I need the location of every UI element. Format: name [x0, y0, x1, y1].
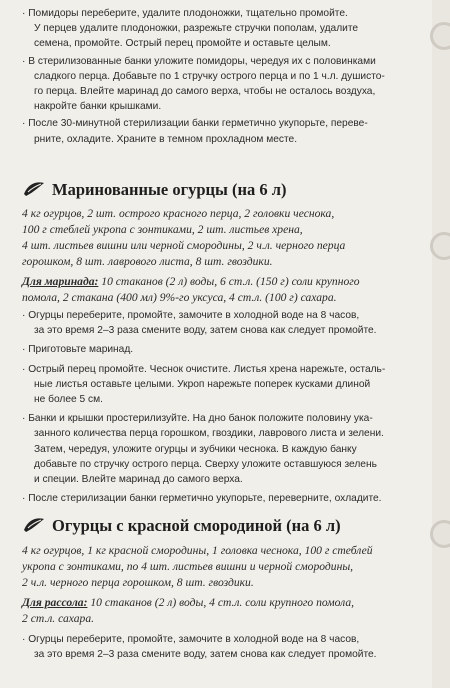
section-title-text: Огурцы с красной смородиной (на 6 л)	[52, 516, 341, 535]
text-line: · Помидоры переберите, удалите плодоножки, тщательно промойте.	[22, 8, 348, 19]
section-title-text: Маринованные огурцы (на 6 л)	[52, 180, 287, 199]
text-line: го перца. Влейте маринад до самого верха, чтобы не осталось воздуха,	[34, 86, 376, 98]
cucumber-icon	[22, 516, 46, 534]
cucumber-icon	[22, 180, 46, 198]
brine-block	[22, 595, 420, 627]
ingredients-line: 4 кг огурцов, 2 шт. острого красного перца, 2 головки чеснока,	[22, 207, 335, 220]
text-line: У перцев удалите плодоножки, разрежьте стручки пополам, удалите	[34, 23, 359, 35]
step-line: не более 5 см.	[34, 394, 103, 406]
marinade-text: помола, 2 стакана (400 мл) 9%-го уксуса, 4 ст.л. (100 г) сахара.	[22, 291, 337, 304]
marinade-label: Для маринада:	[22, 275, 99, 288]
step-line: · Огурцы переберите, промойте, замочите в холодной воде на 8 часов,	[22, 310, 360, 321]
step-line: · Огурцы переберите, промойте, замочите в холодной воде на 8 часов,	[22, 634, 360, 645]
section-title	[22, 180, 287, 200]
section-title	[22, 516, 341, 536]
step-line: занного количества перца горошком, гвоздики, лаврового листа и зелени.	[34, 428, 384, 440]
text-line: рните, охладите. Храните в темном прохладном месте.	[34, 133, 298, 145]
step-line: · После стерилизации банки герметично укупорьте, переверните, охладите.	[22, 493, 382, 505]
ingredients-list	[22, 206, 420, 270]
step-line: ные листья оставьте целыми. Укроп нарежьте поперек кусками длиной	[34, 378, 371, 390]
steps-list	[22, 308, 420, 506]
step-line: за это время 2–3 раза смените воду, затем снова как следует промойте.	[34, 325, 377, 337]
text-line: семена, промойте. Острый перец промойте и оставьте целым.	[34, 38, 331, 50]
text-line: сладкого перца. Добавьте по 1 стручку острого перца и по 1 ч.л. душисто-	[34, 70, 385, 82]
step-line: Затем, чередуя, уложите огурцы и зубчики чеснока. В каждую банку	[34, 443, 357, 455]
step-line: добавьте по стручку острого перца. Сверху уложите оставшуюся зелень	[34, 458, 377, 470]
intro-steps	[22, 6, 420, 147]
ingredients-line: 2 ч.л. черного перца горошком, 8 шт. гвоздики.	[22, 576, 254, 589]
step-line: · Острый перец промойте. Чеснок очистите. Листья хрена нарежьте, осталь-	[22, 363, 386, 375]
page-edge-shadow	[432, 0, 450, 688]
steps-list	[22, 632, 420, 662]
step-line: и специи. Влейте маринад до самого верха.	[34, 474, 243, 486]
brine-text: 2 ст.л. сахара.	[22, 612, 95, 625]
page-edge-mark	[430, 22, 450, 50]
text-line: накройте банки крышками.	[34, 101, 162, 113]
marinade-block	[22, 274, 420, 306]
marinade-text: 10 стаканов (2 л) воды, 6 ст.л. (150 г) соли крупного	[98, 275, 360, 288]
page-edge-mark	[430, 232, 450, 260]
brine-text: 10 стаканов (2 л) воды, 4 ст.л. соли крупного помола,	[87, 596, 355, 609]
ingredients-line: горошком, 8 шт. лаврового листа, 8 шт. гвоздики.	[22, 255, 273, 268]
step-line: за это время 2–3 раза смените воду, затем снова как следует промойте.	[34, 649, 377, 661]
step-line: · Приготовьте маринад.	[22, 344, 134, 356]
page-edge-mark	[430, 520, 450, 548]
ingredients-line: 4 шт. листьев вишни или черной смородины, 2 ч.л. черного перца	[22, 239, 346, 252]
step-line: · Банки и крышки простерилизуйте. На дно банок положите половину ука-	[22, 413, 373, 425]
text-line: · В стерилизованные банки уложите помидоры, чередуя их с половинками	[22, 55, 376, 67]
ingredients-list	[22, 543, 420, 591]
ingredients-line: 100 г стеблей укропа с зонтиками, 2 шт. листьев хрена,	[22, 223, 303, 236]
brine-label: Для рассола:	[22, 596, 88, 609]
text-line: · После 30-минутной стерилизации банки герметично укупорьте, переве-	[22, 118, 368, 130]
ingredients-line: 4 кг огурцов, 1 кг красной смородины, 1 головка чеснока, 100 г стеблей	[22, 544, 373, 557]
ingredients-line: укропа с зонтиками, по 4 шт. листьев вишни и черной смородины,	[22, 560, 354, 573]
